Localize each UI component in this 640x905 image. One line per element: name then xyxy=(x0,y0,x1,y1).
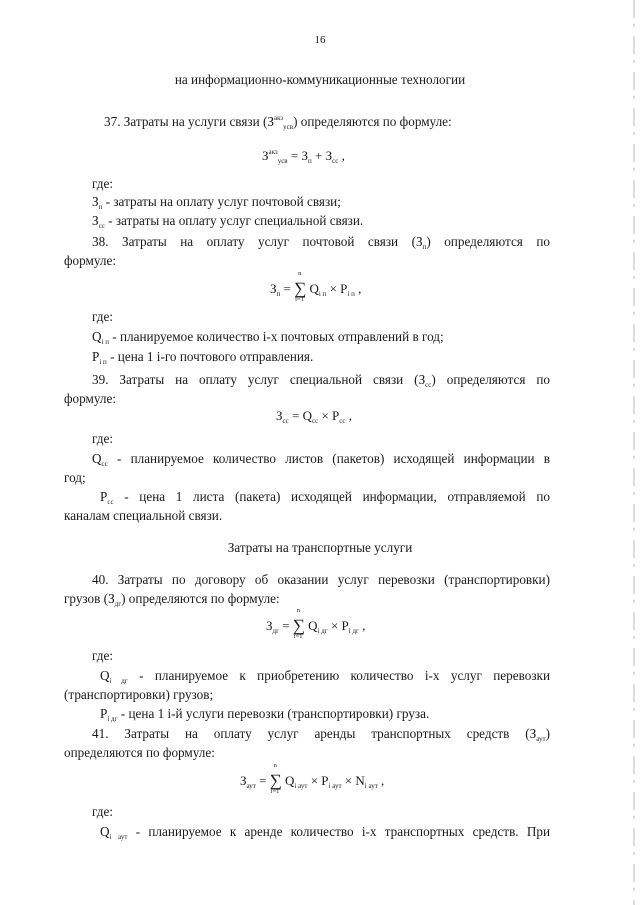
where-label: где: xyxy=(92,648,113,663)
formula-39: $З_{сс} = Q_{сс} \times P_{сс}$ , xyxy=(276,408,352,425)
def-q-idg-cont: (транспортировки) грузов; xyxy=(64,687,214,702)
scan-edge-shadow xyxy=(631,0,637,905)
formula-37: $З^{акз}_{усв} = З_п + З_{сс}$ , xyxy=(262,148,345,165)
formula-label-38: формуле: xyxy=(64,253,116,268)
page-number: 16 xyxy=(314,34,326,46)
def-q-ss: $Q_{сс}$ - планируемое количество листов (пакетов) исходящей информации в xyxy=(92,451,551,468)
def-q-idg: $Q_{i дг}$ - планируемое к приобретению количество i-х услуг перевозки xyxy=(100,668,550,685)
paragraph-41: 41. Затраты на оплату услуг аренды транспортных средств $(З_{аут})$ xyxy=(92,726,550,743)
def-z-p: $З_п$ - затраты на оплату услуг почтовой связи; xyxy=(92,194,341,211)
def-z-ss: $З_{сс}$ - затраты на оплату услуг специальной связи. xyxy=(92,213,364,230)
formula-38: $З_п$ = ∑ n i=1 $Q_{i п} \times P_{i п}$ , xyxy=(270,270,362,303)
def-p-ss-cont: каналам специальной связи. xyxy=(64,508,223,523)
symbol-z: З xyxy=(267,114,274,129)
where-label: где: xyxy=(92,431,113,446)
paragraph-41-cont: определяются по формуле: xyxy=(64,745,215,760)
paragraph-40-cont: грузов $(З_{дг})$ определяются по формуле: xyxy=(64,591,280,608)
def-p-ss: $P_{сс}$ - цена 1 листа (пакета) исходящей информации, отправляемой по xyxy=(100,489,550,506)
formula-41: $З_{аут}$ = ∑ n i=1 $Q_{i аут} \times P_{i аут} \times N_{i аут}$ , xyxy=(240,762,385,795)
formula-label-39: формуле: xyxy=(64,391,116,406)
def-q-iaut: $Q_{i аут}$ - планируемое к аренде количество i-х транспортных средств. При xyxy=(100,824,551,841)
paragraph-37: 37. Затраты на услуги связи $(З^{акз}_{усв})$ определяются по формуле: xyxy=(104,114,452,131)
def-q-ip: $Q_{i п}$ - планируемое количество i-х почтовых отправлений в год; xyxy=(92,329,444,346)
def-q-ss-cont: год; xyxy=(64,470,86,485)
section-title-transport: Затраты на транспортные услуги xyxy=(227,540,413,555)
paragraph-38: 38. Затраты на оплату услуг почтовой связи $(З_п)$ определяются по xyxy=(92,234,550,251)
heading-continued: на информационно-коммуникационные технологии xyxy=(174,72,466,87)
where-label: где: xyxy=(92,176,113,191)
where-label: где: xyxy=(92,309,113,324)
def-p-idg: $P_{i дг}$ - цена 1 i-й услуги перевозки (транспортировки) груза. xyxy=(100,706,430,723)
paragraph-40: 40. Затраты по договору об оказании услуг перевозки (транспортировки) xyxy=(92,572,550,587)
where-label: где: xyxy=(92,804,113,819)
def-p-ip: $P_{i п}$ - цена 1 i-го почтового отправления. xyxy=(92,349,314,366)
formula-40: $З_{дг}$ = ∑ n i=1 $Q_{i дг} \times P_{i дг}$ , xyxy=(266,607,366,640)
paragraph-39: 39. Затраты на оплату услуг специальной связи $(З_{сс})$ определяются по xyxy=(92,372,550,389)
